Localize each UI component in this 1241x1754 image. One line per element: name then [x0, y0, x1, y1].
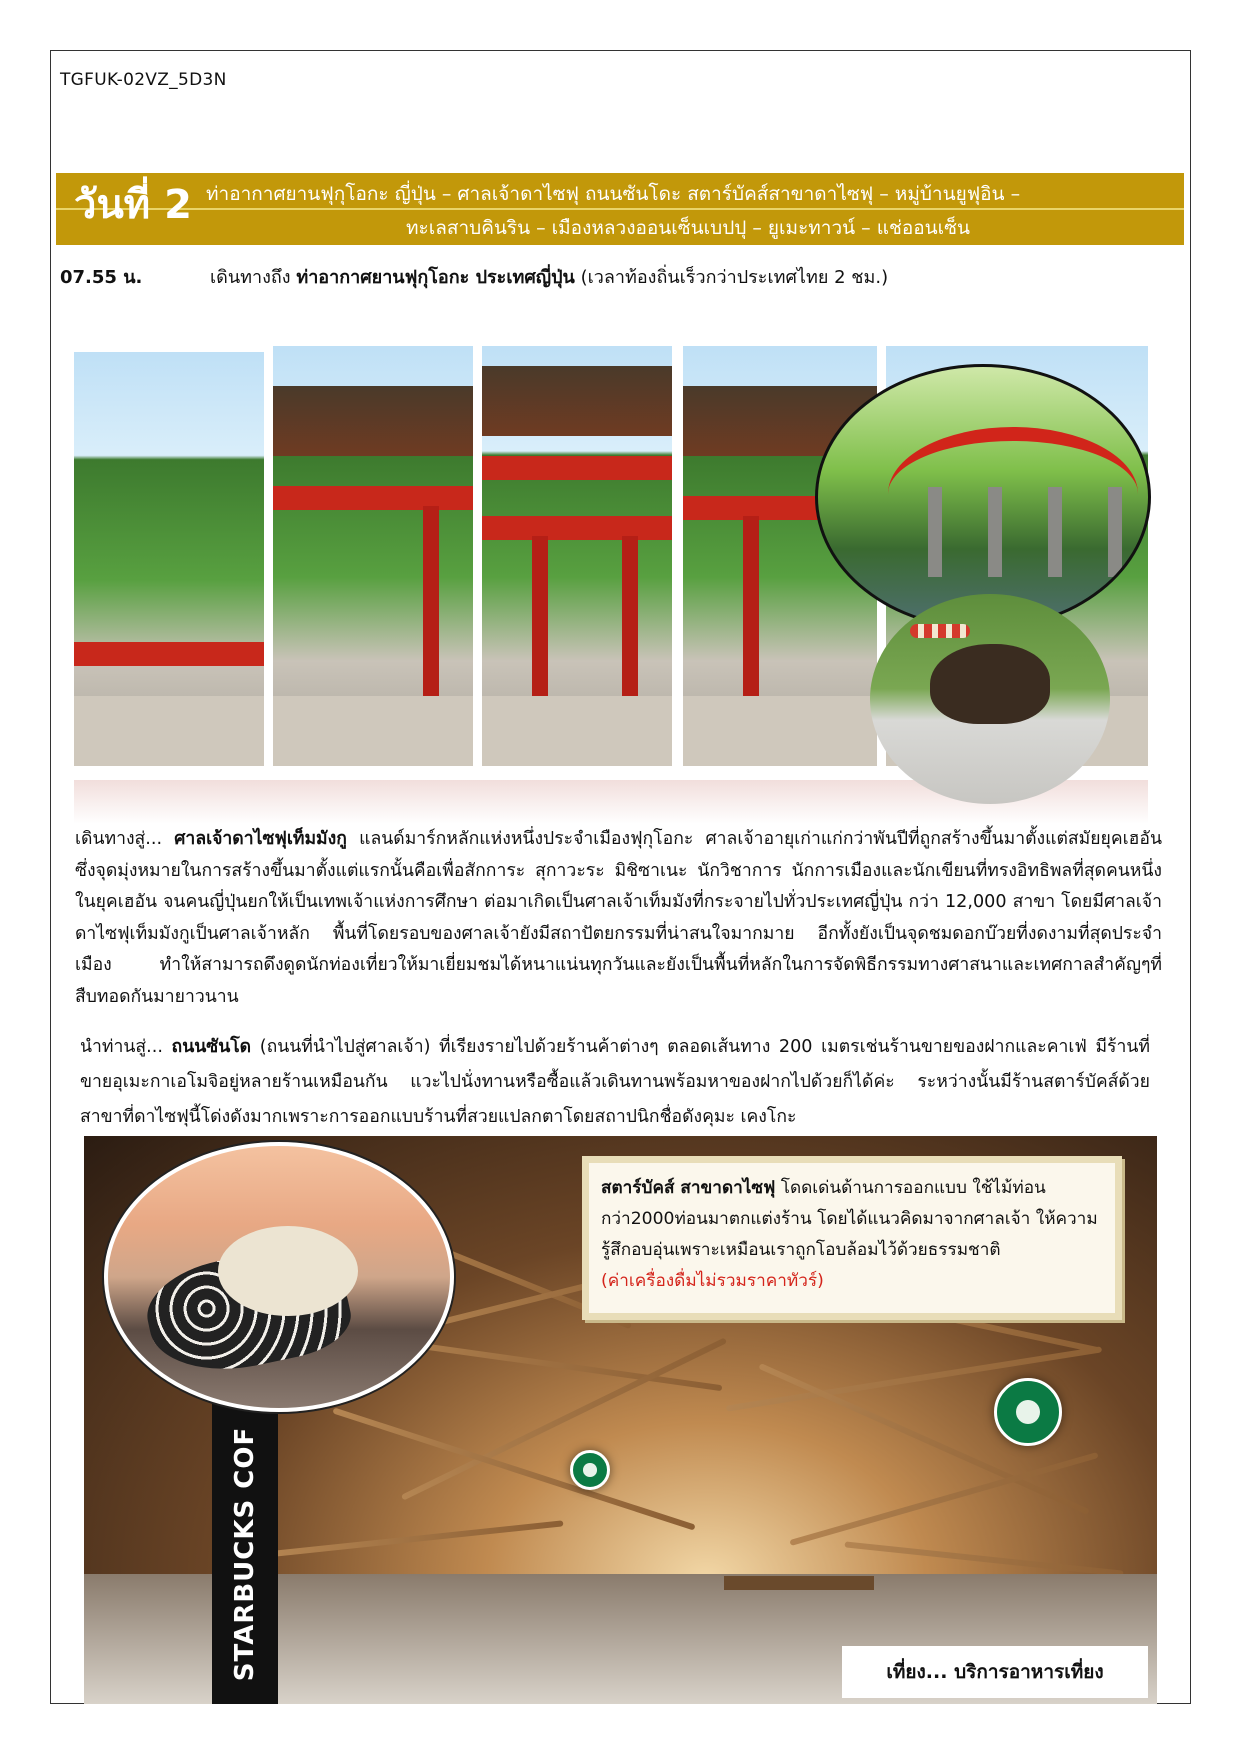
tour-code: TGFUK-02VZ_5D3N	[60, 70, 227, 90]
day-banner	[56, 173, 1184, 245]
cafe-table	[724, 1576, 874, 1590]
day-route-line-2: ทะเลสาบคินริน – เมืองหลวงออนเซ็นเบปปุ – ยูเมะทาวน์ – แช่ออนเซ็น	[406, 217, 971, 239]
starbucks-name: สตาร์บัคส์ สาขาดาไซฟุ	[601, 1178, 776, 1198]
day-route-line-1: ท่าอากาศยานฟุกุโอกะ ญี่ปุ่น – ศาลเจ้าดาไซฟุ ถนนซันโดะ สตาร์บัคส์สาขาดาไซฟุ – หมู่บ้านยูฟุอิน –	[206, 183, 1021, 205]
schedule-text	[210, 262, 888, 291]
shrine-text: แลนด์มาร์กหลักแห่งหนึ่งประจำเมืองฟุกุโอกะ ศาลเจ้าอายุเก่าแก่กว่าพันปีที่ถูกสร้างขึ้นมาตั้งแต่สมัยยุคเฮอัน ซึ่งจุดมุ่งหมายในการสร้างขึ้นมาตั้งแต่แรกนั้นคือเพื่อสักการะ สุกาวะระ มิชิซาเนะ นักวิชาการ นักการเมืองและนักเขียนที่ทรงอิทธิพลที่สุดคนหนึ่งในยุคเฮอัน จนคนญี่ปุ่นยกให้เป็นเทพเจ้าแห่งการศึกษา ต่อมาเกิดเป็นศาลเจ้าเท็มมังที่กระจายไปทั่วประเทศญี่ปุ่น กว่า 12,000 สาขา โดยมีศาลเจ้าดาไซฟุเท็มมังกูเป็นศาลเจ้าหลัก พื้นที่โดยรอบของศาลเจ้ายังมีสถาปัตยกรรมที่น่าสนใจมากมาย อีกทั้งยังเป็นจุดชมดอกบ๊วยที่งดงามที่สุดประจำเมือง ทำให้สามารถดึงดูดนักท่องเที่ยวให้มาเยี่ยมชมได้หนาแน่นทุกวันและยังเป็นพื้นที่หลักในการจัดพิธีกรรมทางศาสนาและเทศกาลสำคัญๆที่สืบทอดกันมายาวนาน	[75, 829, 1162, 1007]
bronze-ox-statue-photo	[870, 594, 1110, 804]
starbucks-logo-icon	[994, 1378, 1062, 1446]
starbucks-info-box	[582, 1156, 1122, 1320]
shrine-name: ศาลเจ้าดาไซฟุเท็มมังกู	[174, 829, 347, 849]
shrine-description	[75, 824, 1162, 1014]
sando-name: ถนนซันโด	[171, 1037, 252, 1057]
red-bridge-photo	[815, 364, 1151, 630]
starbucks-logo-small-icon	[570, 1450, 610, 1490]
starbucks-text: โดดเด่นด้านการออกแบบ ใช้ไม้ท่อนกว่า2000ท่อนมาตกแต่งร้าน โดยได้แนวคิดมาจากศาลเจ้า ให้ความรู้สึกอบอุ่นเพราะเหมือนเราถูกโอบล้อมไว้ด้วยธรรมชาติ	[601, 1178, 1098, 1260]
shrine-photo-panel-2	[273, 346, 473, 766]
schedule-note: (เวลาท้องถิ่นเร็วกว่าประเทศไทย 2 ชม.)	[574, 267, 889, 288]
sando-intro: นำท่านสู่...	[80, 1037, 172, 1057]
sando-text: (ถนนที่นำไปสู่ศาลเจ้า) ที่เรียงรายไปด้วยร้านค้าต่างๆ ตลอดเส้นทาง 200 เมตรเช่นร้านขายของฝากและคาเฟ่ มีร้านที่ขายอุเมะกาเอโมจิอยู่หลายร้านเหมือนกัน แวะไปนั่งทานหรือซื้อแล้วเดินทานพร้อมหาของฝากไปด้วยก็ได้ค่ะ ระหว่างนั้นมีร้านสตาร์บัคส์ด้วย สาขาที่ดาไซฟุนี้โด่งดังมากเพราะการออกแบบร้านที่สวยแปลกตาโดยสถาปนิกชื่อดังคุมะ เคงโกะ	[80, 1037, 1150, 1127]
shrine-intro: เดินทางสู่...	[75, 829, 175, 849]
lunch-label: เที่ยง... บริการอาหารเที่ยง	[842, 1646, 1148, 1698]
sando-description	[80, 1030, 1150, 1135]
starbucks-sign: STARBUCKS COF	[212, 1404, 278, 1704]
starbucks-price-note: (ค่าเครื่องดื่มไม่รวมราคาทัวร์)	[601, 1271, 824, 1291]
shrine-photo-panel-3	[482, 346, 672, 766]
schedule-place: ท่าอากาศยานฟุกุโอกะ ประเทศญี่ปุ่น	[296, 267, 575, 288]
shrine-photo-panel-1	[74, 352, 264, 766]
day-number: วันที่ 2	[74, 182, 192, 228]
schedule-time: 07.55 น.	[60, 267, 143, 288]
umegae-mochi-photo	[104, 1142, 454, 1412]
schedule-prefix: เดินทางถึง	[210, 267, 297, 288]
